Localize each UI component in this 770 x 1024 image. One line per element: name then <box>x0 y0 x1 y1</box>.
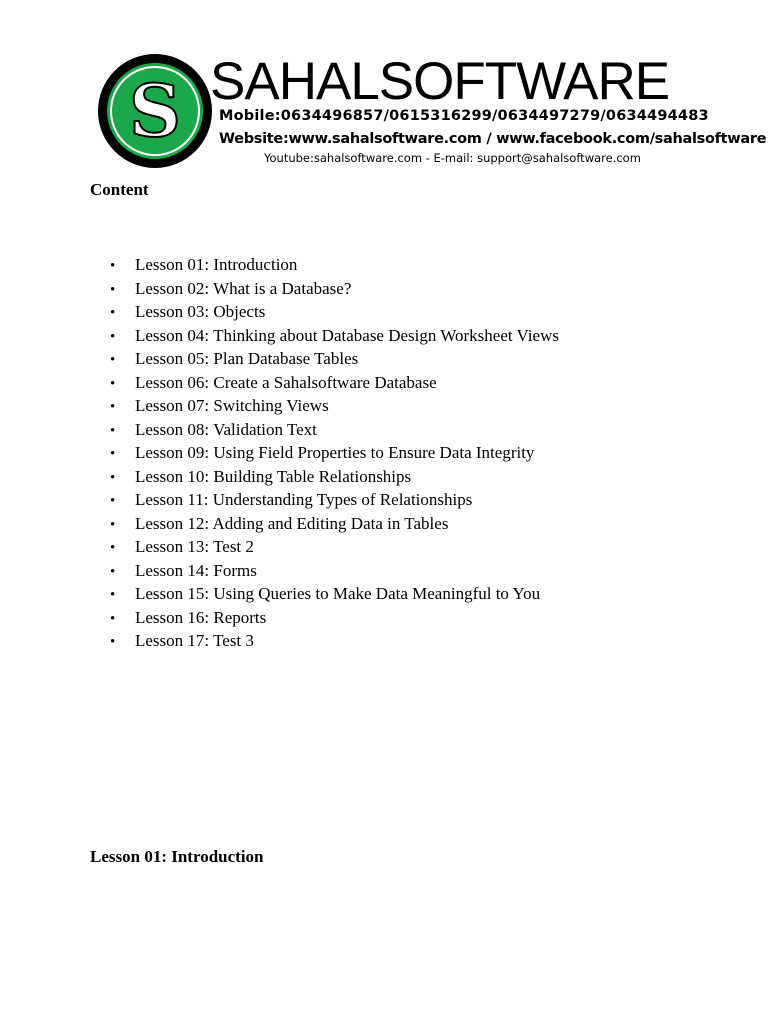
logo-letter: S <box>129 68 181 153</box>
list-item <box>110 300 559 324</box>
lesson-title: Lesson 02: What is a Database? <box>135 278 352 298</box>
bullet-marker: • <box>110 281 116 298</box>
bullet-marker: • <box>110 422 116 439</box>
lesson-title: Lesson 11: Understanding Types of Relationships <box>135 490 473 509</box>
lesson-title: Lesson 15: Using Queries to Make Data Meaningful to You <box>135 584 541 603</box>
bullet-marker: • <box>110 446 116 462</box>
bullet-marker: • <box>110 634 116 650</box>
bullet-marker: • <box>110 493 116 509</box>
list-item <box>110 629 559 653</box>
lesson-title: Lesson 06: Create a Sahalsoftware Database <box>135 372 437 392</box>
section-heading: Lesson 01: Introduction <box>90 847 264 866</box>
lesson-title: Lesson 16: Reports <box>135 607 267 627</box>
list-item <box>110 347 559 371</box>
sahalsoftware-logo <box>96 52 214 170</box>
list-item <box>110 512 559 536</box>
list-item <box>110 465 559 489</box>
youtube-email-line: Youtube:sahalsoftware.com - E-mail: support@sahalsoftware.com <box>264 151 641 165</box>
bullet-marker: • <box>110 399 116 415</box>
lesson-title: Lesson 14: Forms <box>135 560 257 580</box>
lesson-title: Lesson 01: Introduction <box>135 255 298 274</box>
list-item <box>110 418 559 442</box>
list-item <box>110 394 559 418</box>
website-line: Website:www.sahalsoftware.com / www.facebook.com/sahalsoftware <box>219 131 767 147</box>
list-item <box>110 606 559 630</box>
lesson-title: Lesson 13: Test 2 <box>135 537 254 556</box>
content-heading: Content <box>90 180 149 199</box>
bullet-marker: • <box>110 587 116 603</box>
bullet-marker: • <box>110 305 116 321</box>
lesson-title: Lesson 12: Adding and Editing Data in Tables <box>135 513 449 533</box>
list-item <box>110 277 559 301</box>
list-item <box>110 253 559 277</box>
logo-emblem <box>96 52 214 170</box>
bullet-marker: • <box>110 328 116 345</box>
bullet-marker: • <box>110 516 116 533</box>
brand-name: SAHALSOFTWARE <box>210 52 670 111</box>
lesson-title: Lesson 08: Validation Text <box>135 419 317 439</box>
lesson-title: Lesson 07: Switching Views <box>135 396 329 415</box>
bullet-marker: • <box>110 610 116 627</box>
lesson-title: Lesson 10: Building Table Relationships <box>135 466 412 486</box>
bullet-marker: • <box>110 563 116 580</box>
lesson-title: Lesson 09: Using Field Properties to Ensure Data Integrity <box>135 443 535 462</box>
lesson-title: Lesson 03: Objects <box>135 302 266 321</box>
list-item <box>110 582 559 606</box>
lesson-title: Lesson 05: Plan Database Tables <box>135 349 359 368</box>
lesson-title: Lesson 04: Thinking about Database Design Worksheet Views <box>135 325 559 345</box>
bullet-marker: • <box>110 469 116 486</box>
bullet-marker: • <box>110 258 116 274</box>
list-item <box>110 441 559 465</box>
mobile-numbers: Mobile:0634496857/0615316299/0634497279/0634494483 <box>219 108 709 124</box>
list-item <box>110 535 559 559</box>
list-item <box>110 324 559 348</box>
lesson-list <box>110 253 559 653</box>
bullet-marker: • <box>110 375 116 392</box>
list-item <box>110 559 559 583</box>
bullet-marker: • <box>110 540 116 556</box>
list-item <box>110 371 559 395</box>
bullet-marker: • <box>110 352 116 368</box>
list-item <box>110 488 559 512</box>
lesson-title: Lesson 17: Test 3 <box>135 631 254 650</box>
letterhead <box>96 52 767 174</box>
